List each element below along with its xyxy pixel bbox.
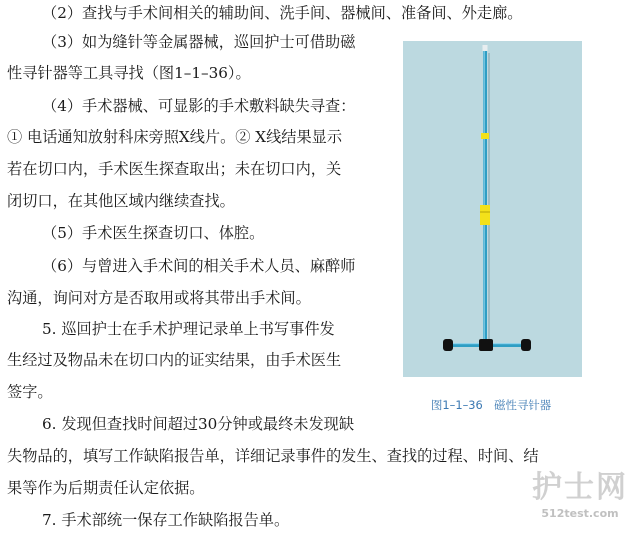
- site-watermark: [521, 470, 639, 538]
- paragraph-line: （5）手术医生探查切口、体腔。: [42, 224, 265, 242]
- tape-band-upper: [481, 133, 489, 139]
- paragraph-line: 7. 手术部统一保存工作缺陷报告单。: [42, 511, 290, 529]
- handle-tip: [483, 45, 488, 51]
- paragraph-line: （2）查找与手术间相关的辅助间、洗手间、器械间、准备间、外走廊。: [42, 4, 523, 22]
- figure-caption: 图1–1–36 磁性寻针器: [431, 398, 552, 412]
- needle-finder-illustration: [403, 41, 582, 377]
- paragraph-line: （4）手术器械、可显影的手术敷料缺失寻查：: [42, 97, 356, 115]
- paragraph-line: 生经过及物品未在切口内的证实结果，由手术医生: [7, 351, 342, 369]
- paragraph-line: 沟通，询问对方是否取用或将其带出手术间。: [7, 289, 311, 307]
- tape-band-crease: [480, 211, 490, 213]
- handle-highlight: [484, 49, 485, 349]
- paragraph-line: 签字。: [7, 383, 53, 401]
- right-wheel: [521, 339, 531, 351]
- paragraph-line: （3）如为缝针等金属器械，巡回护士可借助磁: [42, 33, 356, 51]
- left-wheel: [443, 339, 453, 351]
- paragraph-line: 性寻针器等工具寻找（图1–1–36）。: [7, 64, 251, 82]
- paragraph-line: 果等作为后期责任认定依据。: [7, 479, 205, 497]
- handle-shadow: [488, 53, 490, 349]
- watermark-url: 512test.com: [541, 507, 619, 520]
- paragraph-line: 闭切口，在其他区域内继续查找。: [7, 192, 235, 210]
- paragraph-line: 6. 发现但查找时间超过30分钟或最终未发现缺: [42, 415, 355, 433]
- center-joint: [479, 339, 493, 351]
- paragraph-line: 若在切口内，手术医生探查取出；未在切口内，关: [7, 160, 342, 178]
- paragraph-line: 失物品的，填写工作缺陷报告单，详细记录事件的发生、查找的过程、时间、结: [7, 447, 539, 465]
- paragraph-line: 5. 巡回护士在手术护理记录单上书写事件发: [42, 320, 335, 338]
- paragraph-line: ① 电话通知放射科床旁照X线片。② X线结果显示: [7, 128, 343, 146]
- magnetic-needle-finder-photo: [403, 41, 582, 377]
- paragraph-line: （6）与曾进入手术间的相关手术人员、麻醉师: [42, 257, 356, 275]
- tape-band-middle: [480, 205, 490, 225]
- watermark-logo: 护士网: [532, 470, 628, 505]
